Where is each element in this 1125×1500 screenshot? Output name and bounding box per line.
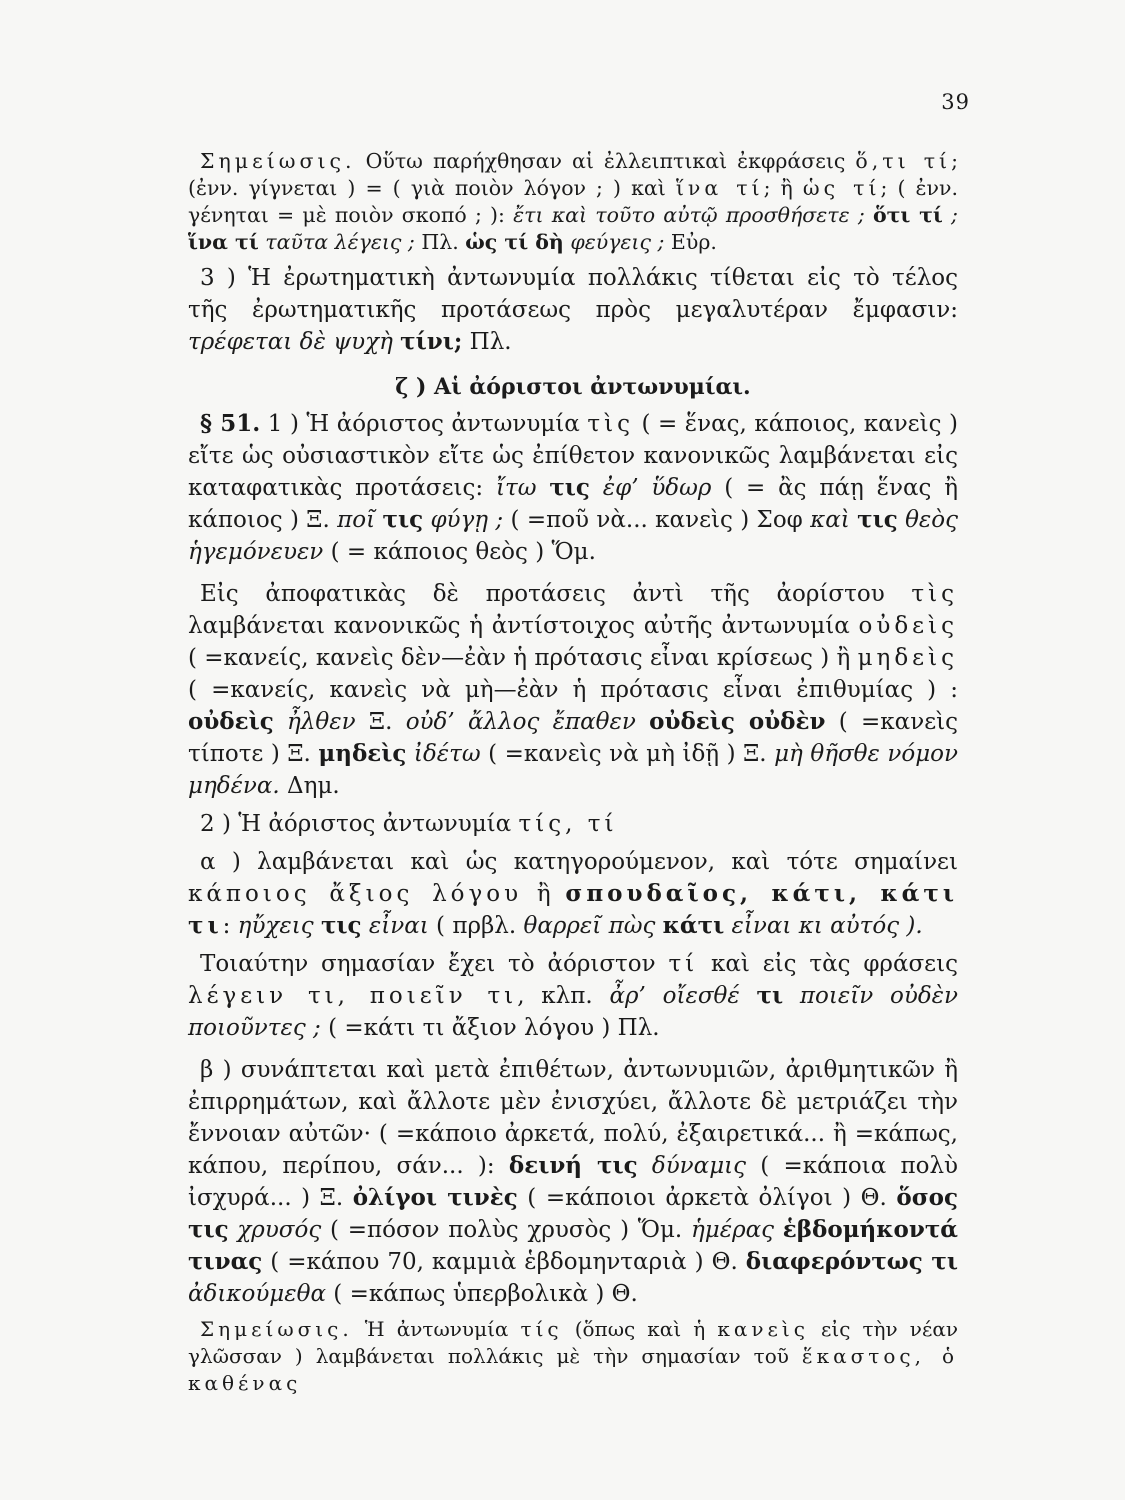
- note-paragraph: [188, 148, 958, 256]
- text: ( = κάποιος θεὸς ) Ὅμ.: [323, 539, 596, 565]
- example-word: κανεὶς: [717, 1317, 809, 1341]
- page-number: 39: [941, 90, 970, 114]
- example-word: ἕκαστος, ὁ καθένας: [188, 1344, 958, 1395]
- example-word: οὐδεὶς: [858, 613, 958, 639]
- example-quote: μὴ θῆσθε νόμον μηδένα.: [188, 741, 959, 799]
- text: ;: [942, 203, 958, 227]
- source-abbr: Δημ.: [279, 773, 340, 799]
- example-quote: θαρρεῖ πὼς: [523, 913, 663, 939]
- note-label: Σημείωσις.: [200, 1317, 353, 1341]
- note-paragraph-2: [188, 1316, 958, 1397]
- text: ( =κάποια πολὺ ἰσχυρά... ) Ξ.: [188, 1153, 959, 1211]
- example-bold: ὀλίγοι τινὲς: [352, 1184, 518, 1211]
- example-quote: εἶναι κι αὐτός ).: [724, 913, 923, 939]
- example-quote: ἔτι καὶ τοῦτο αὐτῷ προσθήσετε ;: [513, 203, 873, 227]
- example-word: ὅ,τι τί: [855, 149, 952, 173]
- text: ( =κάποιοι ἀρκετὰ ὀλίγοι ) Θ.: [517, 1185, 897, 1211]
- negative-paragraph: [188, 578, 958, 802]
- example-bold: ἑβδομήκοντά τινας: [188, 1216, 958, 1275]
- example-bold: τις: [382, 506, 424, 533]
- section-heading: ζ ) Αἱ ἀόριστοι ἀντωνυμίαι.: [395, 374, 751, 400]
- example-quote: ηὔχεις: [237, 913, 321, 939]
- example-quote: χρυσός: [228, 1217, 322, 1243]
- text: Ξ.: [355, 709, 406, 735]
- example-quote: ἰδέτω: [406, 741, 481, 767]
- example-word: τίς, τί: [518, 811, 618, 837]
- text: :: [222, 913, 238, 939]
- example-quote: ἡμέρας: [691, 1217, 783, 1243]
- example-quote: τρέφεται δὲ ψυχὴ: [188, 329, 401, 355]
- paragraph-alpha: [188, 846, 958, 942]
- example-word: τίς: [520, 1317, 563, 1341]
- example-quote: οὐδ’ ἄλλος ἔπαθεν: [405, 709, 650, 735]
- text: 3 ) Ἡ ἐρωτηματικὴ ἀντωνυμία πολλάκις τίθεται εἰς τὸ τέλος τῆς ἐρωτηματικῆς προτάσεως πρὸς μεγαλυτέραν ἔμφασιν:: [188, 265, 958, 323]
- example-quote: εἶναι: [361, 913, 429, 939]
- text: ; (ἐνν. γίγνεται ) = ( γιὰ ποιὸν λόγον ; ) καὶ: [188, 149, 958, 200]
- text: ( =κανεὶς νὰ μὴ ἰδῇ ) Ξ.: [480, 741, 775, 767]
- paragraph-3: [188, 262, 958, 358]
- source-abbr: Πλ.: [462, 329, 512, 355]
- example-bold: οὐδεὶς οὐδὲν: [649, 708, 826, 735]
- example-word: τὶς: [587, 411, 634, 437]
- source-abbr: Εὐρ.: [664, 230, 717, 254]
- text: Ἡ ἀντωνυμία: [352, 1317, 521, 1341]
- text: β ) συνάπτεται καὶ μετὰ ἐπιθέτων, ἀντωνυμιῶν, ἀριθμητικῶν ἢ ἐπιρρημάτων, καὶ ἄλλοτε μὲν ἐνισχύει, ἄλλοτε δὲ μετριάζει τὴν ἔννοιαν αὐτῶν· ( =κάποιο ἀρκετά, πολύ, ἐξαιρετικά... ἢ =κάπως, κάπου, περίπου, σάν... ):: [188, 1057, 958, 1179]
- text: ( πρβλ.: [428, 913, 524, 939]
- example-bold: ὅτι τί: [872, 203, 943, 227]
- example-bold: τις: [857, 506, 898, 533]
- example-bold: τις: [549, 474, 590, 501]
- text: Τοιαύτην σημασίαν ἔχει τὸ ἀόριστον: [200, 951, 669, 977]
- example-bold: κάτι: [662, 912, 725, 939]
- example-word: τί: [668, 951, 699, 977]
- text: καὶ εἰς τὰς φράσεις: [698, 951, 958, 977]
- example-bold: τις: [320, 912, 362, 939]
- example-quote: ἀδικούμεθα: [188, 1281, 326, 1307]
- text: Οὕτω παρήχθησαν αἱ ἐλλειπτικαὶ ἐκφράσεις: [355, 149, 856, 173]
- note-label: Σημείωσις.: [200, 149, 356, 173]
- paragraph-beta: [188, 1054, 958, 1310]
- example-bold: ὡς τί δὴ: [465, 230, 564, 254]
- text: ἢ: [522, 881, 566, 907]
- text: εἰς τὴν νέαν γλῶσσαν ) λαμβάνεται πολλάκις μὲ τὴν σημασίαν τοῦ: [188, 1317, 958, 1368]
- example-word: ὡς τί: [802, 176, 881, 200]
- example-quote: ἐφ’ ὕδωρ: [589, 475, 712, 501]
- example-quote: ἴτω: [495, 475, 550, 501]
- page-body: [188, 148, 958, 1397]
- section-number: § 51.: [200, 410, 261, 437]
- text: α ) λαμβάνεται καὶ ὡς κατηγορούμενον, καὶ τότε σημαίνει: [200, 849, 958, 875]
- example-bold: μηδεὶς: [318, 740, 407, 767]
- example-quote: θεὸς ἡγεμόνευεν: [188, 507, 958, 565]
- text: ( =κανείς, κανεὶς δὲν—ἐὰν ἡ πρότασις εἶναι κρίσεως ) ἢ: [188, 645, 858, 671]
- text: ( =κάπου 70, καμμιὰ ἑβδομηνταριὰ ) Θ.: [262, 1249, 746, 1275]
- text: ( =κανεὶς τίποτε ) Ξ.: [188, 709, 959, 767]
- example-bold: διαφερόντως τι: [745, 1248, 958, 1275]
- example-word: ἵνα τί: [675, 176, 764, 200]
- text: ( =κάπως ὑπερβολικὰ ) Θ.: [325, 1281, 638, 1307]
- example-word: κάποιος ἄξιος λόγου: [188, 881, 523, 907]
- example-quote: φύγῃ ;: [423, 507, 504, 533]
- text: ; ( ἐνν. γένηται = μὲ ποιὸν σκοπό ; ):: [188, 176, 958, 227]
- section-51-paragraph: [188, 408, 958, 568]
- text: ( = ἂς πάῃ ἕνας ἢ κάποιος ) Ξ.: [188, 475, 958, 533]
- example-quote: ποιεῖν οὐδὲν ποιοῦντες ;: [188, 983, 959, 1041]
- example-word: σπουδαῖος, κάτι, κάτι τι: [188, 880, 958, 939]
- text: (ὅπως καὶ ἡ: [562, 1317, 718, 1341]
- text: 1 ) Ἡ ἀόριστος ἀντωνυμία: [260, 411, 588, 437]
- text: Εἰς ἀποφατικὰς δὲ προτάσεις ἀντὶ τῆς ἀορίστου: [200, 581, 912, 607]
- text: 2 ) Ἡ ἀόριστος ἀντωνυμία: [200, 811, 519, 837]
- example-bold: τι: [756, 982, 784, 1009]
- paragraph-2: [188, 808, 958, 840]
- text: λαμβάνεται κανονικῶς ἡ ἀντίστοιχος αὐτῆς ἀντωνυμία: [188, 613, 859, 639]
- example-quote: δύναμις: [637, 1153, 747, 1179]
- example-bold: ὅσος τις: [188, 1184, 959, 1243]
- similar-meaning-paragraph: [188, 948, 958, 1044]
- example-quote: ταῦτα λέγεις ;: [258, 230, 415, 254]
- example-quote: ποῖ: [337, 507, 383, 533]
- example-word: τὶς: [911, 581, 958, 607]
- text: ( =πόσον πολὺς χρυσὸς ) Ὅμ.: [321, 1217, 691, 1243]
- example-quote: καὶ: [810, 507, 858, 533]
- text: ( =κανείς, κανεὶς νὰ μὴ—ἐὰν ἡ πρότασις εἶναι ἐπιθυμίας ) :: [188, 677, 958, 703]
- text: ( = ἕνας, κάποιος, κανεὶς ) εἴτε ὡς οὐσιαστικὸν εἴτε ὡς ἐπίθετον κανονικῶς λαμβάνεται εἰς καταφατικὰς προτάσεις:: [188, 411, 958, 501]
- example-word: μηδεὶς: [857, 645, 958, 671]
- example-bold: δεινή τις: [508, 1152, 638, 1179]
- example-quote: φεύγεις ;: [563, 230, 665, 254]
- example-bold: τίνι;: [400, 328, 463, 355]
- text: Πλ.: [414, 230, 466, 254]
- text: ( =κάτι τι ἄξιον λόγου ) Πλ.: [320, 1015, 660, 1041]
- text: , κλπ.: [517, 983, 610, 1009]
- text: ; ἢ: [763, 176, 803, 200]
- example-word: λέγειν τι, ποιεῖν τι: [188, 983, 518, 1009]
- text: ( =ποῦ νὰ... κανεὶς ) Σοφ: [503, 507, 811, 533]
- example-bold: οὐδεὶς: [188, 708, 274, 735]
- example-quote: ἦλθεν: [273, 709, 356, 735]
- example-bold: ἵνα τί: [188, 230, 259, 254]
- example-quote: ἆρ’ οἴεσθέ: [609, 983, 757, 1009]
